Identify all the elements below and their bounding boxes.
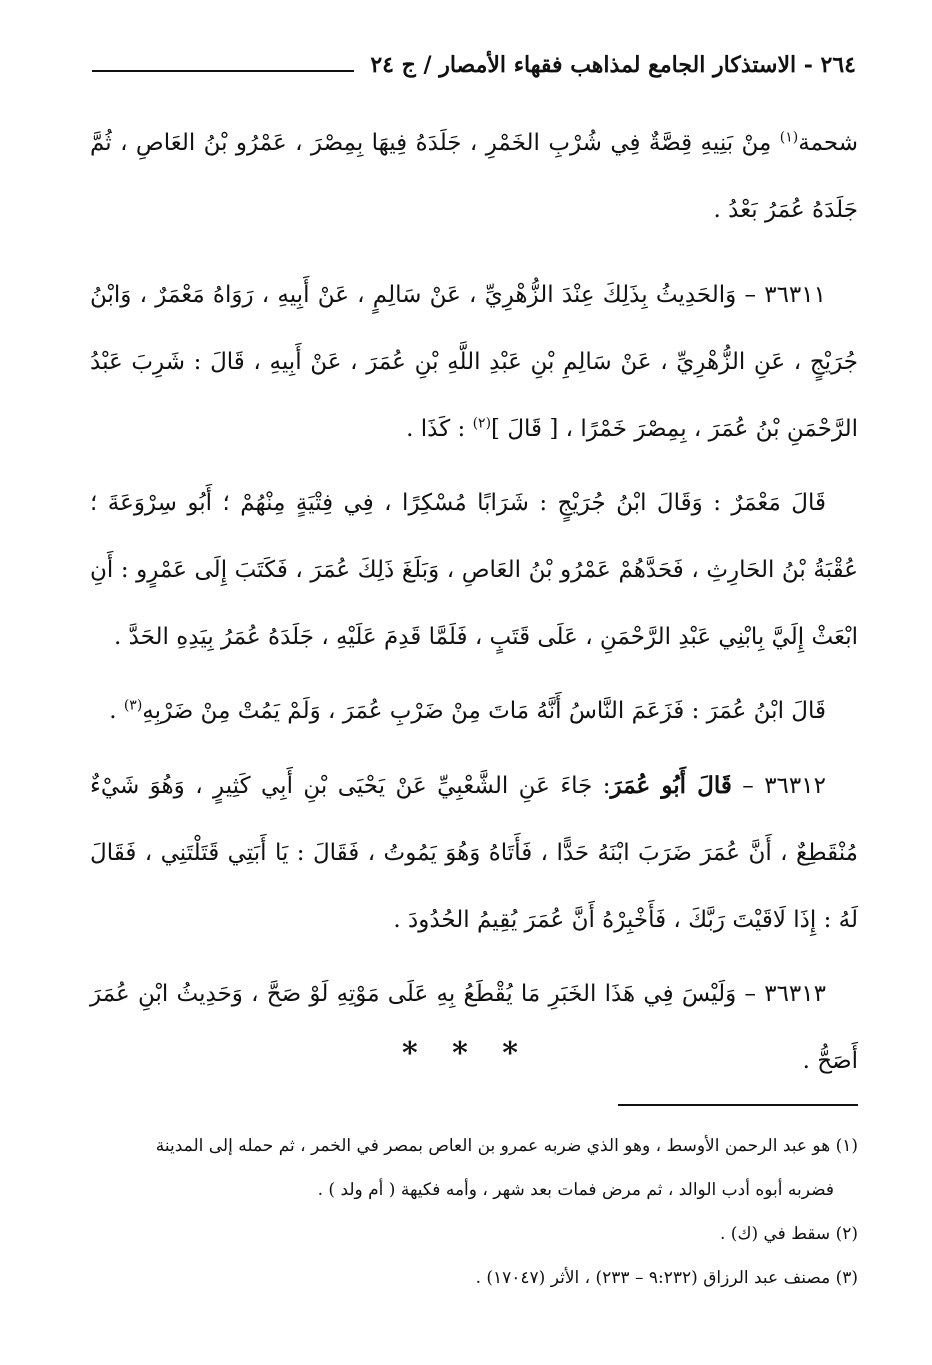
paragraph-36312-number: ٣٦٣١٢ – (731, 773, 826, 799)
footnote-2: (٢) سقط في (ك) . (720, 1224, 858, 1244)
paragraph-mamar (90, 470, 858, 671)
paragraph-1 (90, 110, 858, 244)
paragraph-36312-bold-lead: قَالَ أَبُو عُمَرَ (610, 772, 732, 799)
paragraph-ibn-umar-text-b: . (109, 698, 124, 724)
footnote-ref-3[interactable]: (٣) (123, 697, 143, 714)
paragraph-1-text-b: مِنْ بَنِيهِ قِصَّةٌ فِي شُرْبِ الخَمْرِ ، جَلَدَهُ فِيهَا بِمِصْرَ ، عَمْرُو بْنُ العَاصِ ، ثُمَّ جَلَدَهُ عُمَرُ بَعْدُ . (90, 130, 858, 223)
paragraph-36311-text-a: ٣٦٣١١ – وَالحَدِيثُ بِذَلِكَ عِنْدَ الزُّهْرِيِّ ، عَنْ سَالِمٍ ، عَنْ أَبِيهِ ، رَوَاهُ مَعْمَرٌ ، وَابْنُ جُرَيْجٍ ، عَنِ الزُّهْرِيِّ ، عَنْ سَالِمِ بْنِ عَبْدِ اللَّهِ بْنِ عُمَرَ ، عَنْ أَبِيهِ ، قَالَ : شَرِبَ عَبْدُ الرَّحْمَنِ بْنُ عُمَرَ ، بِمِصْرَ خَمْرًا ، [ قَالَ ] (90, 282, 858, 442)
paragraph-36312 (90, 752, 858, 954)
paragraph-36312-text: : جَاءَ عَنِ الشَّعْبِيِّ عَنْ يَحْيَى بْنِ أَبِي كَثِيرٍ ، وَهُوَ شَيْءٌ مُنْقَطِعٌ ، أَنَّ عُمَرَ ضَرَبَ ابْنَهُ حَدًّا ، فَأَتَاهُ وَهُوَ يَمُوتُ ، فَقَالَ : يَا أَبَتِي قَتَلْتَنِي ، فَقَالَ لَهُ : إِذَا لَاقَيْتَ رَبَّكَ ، فَأَخْبِرْهُ أَنَّ عُمَرَ يُقِيمُ الحُدُودَ . (90, 773, 858, 933)
paragraph-mamar-text: قَالَ مَعْمَرٌ : وَقَالَ ابْنُ جُرَيْجٍ : شَرَابًا مُسْكِرًا ، فِي فِتْيَةٍ مِنْهُمْ ؛ أَبُو سِرْوَعَةَ ؛ عُقْبَةُ بْنُ الحَارِثِ ، فَحَدَّهُمْ عَمْرُو بْنُ العَاصِ ، وَبَلَغَ ذَلِكَ عُمَرَ ، فَكَتَبَ إِلَى عَمْرٍو : أَنِ ابْعَثْ إِلَيَّ بِابْنِي عَبْدِ الرَّحْمَنِ ، عَلَى قَتَبٍ ، فَلَمَّا قَدِمَ عَلَيْهِ ، جَلَدَهُ عُمَرُ بِيَدِهِ الحَدَّ . (90, 490, 858, 650)
paragraph-36311 (90, 262, 858, 463)
header-rule (92, 70, 354, 72)
paragraph-36313-text: ٣٦٣١٣ – وَلَيْسَ فِي هَذَا الخَبَرِ مَا يُقْطَعُ بِهِ عَلَى مَوْتِهِ لَوْ صَحَّ ، وَحَدِيثُ ابْنِ عُمَرَ أَصَحُّ . (90, 981, 858, 1074)
main-text (90, 110, 858, 1102)
paragraph-1-text-a: شحمة (798, 130, 858, 156)
header-title: ٢٦٤ - الاستذكار الجامع لمذاهب فقهاء الأمصار / ج ٢٤ (370, 52, 856, 78)
footnote-rule (618, 1104, 858, 1106)
running-header (92, 44, 856, 78)
footnotes (92, 1124, 858, 1300)
footnote-1: (١) هو عبد الرحمن الأوسط ، وهو الذي ضربه عمرو بن العاص بمصر في الخمر ، ثم حمله إلى المدينة (155, 1136, 858, 1156)
footnote-3: (٣) مصنف عبد الرزاق (٩:٢٣٢ – ٢٣٣) ، الأثر (١٧٠٤٧) . (475, 1268, 858, 1288)
footnote-ref-2[interactable]: (٢) (472, 415, 492, 432)
footnote-1-continuation: فضربه أبوه أدب الوالد ، ثم مرض فمات بعد شهر ، وأمه فكيهة ( أم ولد ) . (317, 1180, 834, 1200)
paragraph-ibn-umar (90, 678, 858, 745)
footnote-ref-1[interactable]: (١) (779, 129, 799, 146)
section-separator: * * * (402, 1036, 530, 1071)
paragraph-36313 (90, 961, 858, 1095)
paragraph-36311-text-b: : كَذَا . (406, 416, 473, 442)
paragraph-ibn-umar-text-a: قَالَ ابْنُ عُمَرَ : فَزَعَمَ النَّاسُ أَنَّهُ مَاتَ مِنْ ضَرْبِ عُمَرَ ، وَلَمْ يَمُتْ مِنْ ضَرْبِهِ (142, 698, 826, 724)
